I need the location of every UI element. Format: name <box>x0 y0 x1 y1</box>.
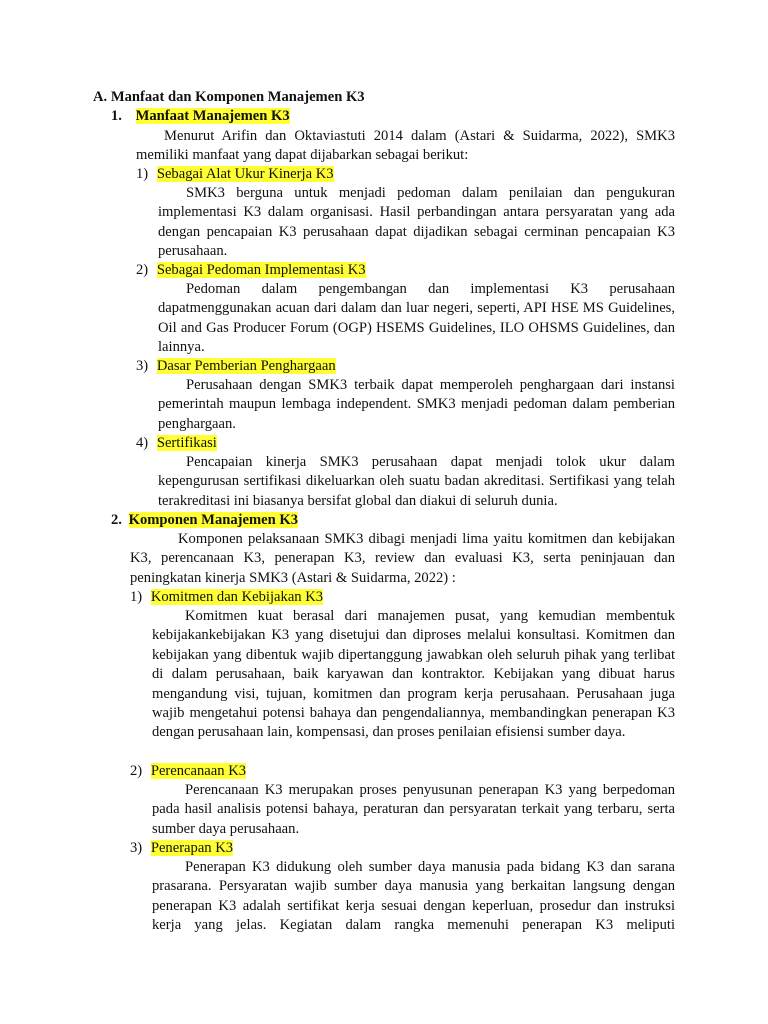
section-title: A. Manfaat dan Komponen Manajemen K3 <box>93 89 365 105</box>
s1-item-1-heading <box>136 165 334 184</box>
s1-item-1-title: Sebagai Alat Ukur Kinerja K3 <box>156 166 334 182</box>
s1-item-4-heading <box>136 434 217 453</box>
s2-heading-title: Komponen Manajemen K3 <box>128 512 299 528</box>
s2-item-3-text: Penerapan K3 didukung oleh sumber daya manusia pada bidang K3 dan sarana prasarana. Persyaratan wajib sumber daya manusia yang berkaitan langsung dengan penerapan K3 adalah sertifikat kerja sesuai dengan keperluan, prosedur dan instruksi kerja yang jelas. Kegiatan dalam rangka memenuhi penerapan K3 meliputi <box>152 859 675 934</box>
s1-heading <box>111 107 290 126</box>
s1-item-1-text: SMK3 berguna untuk menjadi pedoman dalam penilaian dan pengukuran implementasi K3 dalam organisasi. Hasil perbandingan antara persyaratan yang ada dengan pencapaian K3 perusahaan dapat dijadikan sebagai cerminan pencapaian K3 perusahaan. <box>158 185 675 260</box>
s2-item-2-number: 2) <box>130 763 143 779</box>
s1-item-3-heading <box>136 357 336 376</box>
s2-item-2-title: Perencanaan K3 <box>150 763 247 779</box>
s1-item-1-number: 1) <box>136 166 149 182</box>
s2-item-1-heading <box>130 588 323 607</box>
s2-item-3-number: 3) <box>130 840 143 856</box>
s1-item-3-title: Dasar Pemberian Penghargaan <box>156 358 336 374</box>
s2-heading <box>111 511 298 530</box>
s2-item-1-text: Komitmen kuat berasal dari manajemen pusat, yang kemudian membentuk kebijakankebijakan K3 yang disetujui dan diproses melalui konsultasi. Komitmen dan kebijakan yang dibentuk wajib dipertanggung jawabkan oleh seluruh pihak yang terlibat di dalam perusahaan, baik karyawan dan kontraktor. Kebijakan yang dibuat harus mengandung visi, tujuan, komitmen dan program kerja perusahaan. Perusahaan juga wajib mengetahui potensi bahaya dan pengendaliannya, membandingkan penerapan K3 dengan perusahaan lain, kompensasi, dan proses penilaian efisiensi sumber daya. <box>152 608 675 741</box>
s1-heading-number: 1. <box>111 108 122 124</box>
s1-item-3-text: Perusahaan dengan SMK3 terbaik dapat memperoleh penghargaan dari instansi pemerintah maupun lembaga independent. SMK3 menjadi pedoman dalam pemberian penghargaan. <box>158 377 675 432</box>
s1-intro: Menurut Arifin dan Oktaviastuti 2014 dalam (Astari & Suidarma, 2022), SMK3 memiliki manfaat yang dapat dijabarkan sebagai berikut: <box>136 128 675 164</box>
s1-item-3-number: 3) <box>136 358 149 374</box>
s1-item-4-title: Sertifikasi <box>156 435 217 451</box>
s1-item-2-heading <box>136 261 366 280</box>
s2-item-1-title: Komitmen dan Kebijakan K3 <box>150 589 324 605</box>
s2-item-2-heading <box>130 762 246 781</box>
s2-item-2-text: Perencanaan K3 merupakan proses penyusunan penerapan K3 yang berpedoman pada hasil analisis potensi bahaya, peraturan dan persyaratan terkait yang terbaru, serta sumber daya perusahaan. <box>152 782 675 837</box>
s1-item-2-title: Sebagai Pedoman Implementasi K3 <box>156 262 366 278</box>
s2-heading-number: 2. <box>111 512 122 528</box>
s1-heading-title: Manfaat Manajemen K3 <box>135 108 290 124</box>
s1-item-2-text: Pedoman dalam pengembangan dan implementasi K3 perusahaan dapatmenggunakan acuan dari dalam dan luar negeri, seperti, API HSE MS Guidelines, Oil and Gas Producer Forum (OGP) HSEMS Guidelines, ILO OHSMS Guidelines, dan lainnya. <box>158 281 675 356</box>
s2-item-1-number: 1) <box>130 589 143 605</box>
s1-item-2-number: 2) <box>136 262 149 278</box>
s1-item-4-number: 4) <box>136 435 149 451</box>
s1-item-4-text: Pencapaian kinerja SMK3 perusahaan dapat menjadi tolok ukur dalam kepengurusan sertifikasi dikeluarkan oleh suatu badan akreditasi. Sertifikasi yang telah terakreditasi ini biasanya bersifat global dan diakui di seluruh dunia. <box>158 454 675 509</box>
s2-intro: Komponen pelaksanaan SMK3 dibagi menjadi lima yaitu komitmen dan kebijakan K3, perencanaan K3, penerapan K3, review dan evaluasi K3, serta peninjauan dan peningkatan kinerja SMK3 (Astari & Suidarma, 2022) : <box>130 531 675 586</box>
s2-item-3-heading <box>130 839 233 858</box>
s2-item-3-title: Penerapan K3 <box>150 840 234 856</box>
